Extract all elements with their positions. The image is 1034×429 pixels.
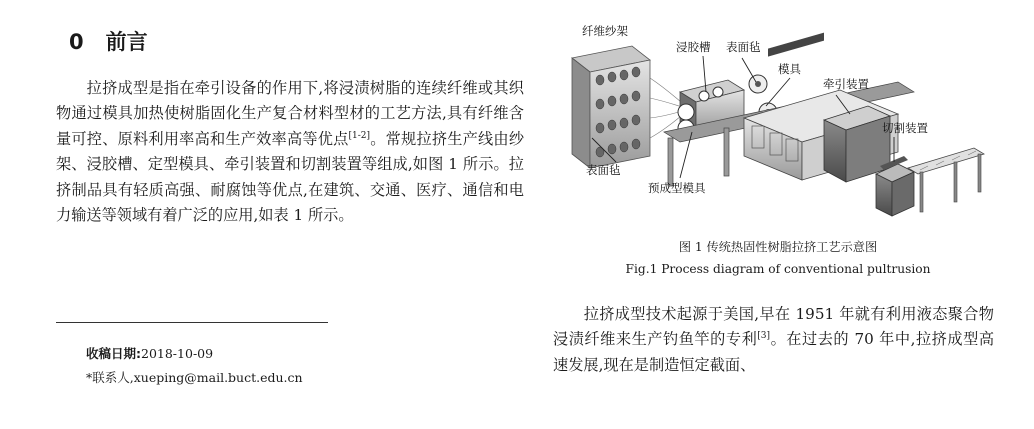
history-text-2: 。在过去的 70 年中,拉挤成型高速发展,现在是制造恒定截面、 — [553, 330, 995, 374]
creel-rack — [572, 46, 650, 168]
figure-caption-en: Fig.1 Process diagram of conventional pultrusion — [625, 262, 931, 276]
intro-text-1: 拉挤成型是指在牵引设备的作用下,将浸渍树脂的连续纤维或其织物通过模具加热使树脂固化生产复合材料型材的工艺方法,具有纤维含量可控、原料利用率高和生产效率高等优点 — [56, 79, 524, 148]
label-preform-die: 预成型模具 — [648, 181, 706, 195]
label-cutter: 切割装置 — [882, 121, 928, 135]
footnote-divider — [56, 322, 328, 323]
left-column — [56, 26, 524, 228]
history-text-1: 拉挤成型技术起源于美国,早在 1951 年就有利用液态聚合物浸渍纤维来生产钓鱼竿的专利 — [553, 305, 994, 349]
figure-caption-zh: 图 1 传统热固性树脂拉挤工艺示意图 — [678, 240, 878, 254]
label-fiber-creel: 纤维纱架 — [582, 24, 628, 38]
citation-1-2[interactable]: [1-2] — [348, 130, 371, 141]
label-resin-bath: 浸胶槽 — [676, 40, 711, 54]
label-puller: 牵引装置 — [823, 77, 869, 91]
label-surface-mat-bottom: 表面毡 — [586, 163, 621, 177]
contact-line: *联系人,xueping@mail.buct.edu.cn — [86, 370, 303, 385]
received-line — [86, 342, 303, 366]
section-title: 前言 — [105, 30, 148, 54]
section-heading — [69, 26, 524, 56]
received-label: 收稿日期: — [86, 346, 141, 361]
pultrusion-figure — [568, 20, 988, 232]
right-column — [553, 302, 994, 378]
label-die: 模具 — [778, 62, 801, 76]
section-number: 0 — [69, 30, 84, 54]
label-surface-mat-top: 表面毡 — [726, 40, 761, 54]
intro-text-2: 。常规拉挤生产线由纱架、浸胶槽、定型模具、牵引装置和切割装置等组成,如图 1 所示。拉挤制品具有轻质高强、耐腐蚀等优点,在建筑、交通、医疗、通信和电力输送等领域有着广泛的应用,如表 1 所示。 — [56, 129, 525, 225]
history-paragraph — [553, 302, 994, 378]
received-date: 2018-10-09 — [141, 346, 214, 361]
puller-unit — [824, 106, 890, 182]
citation-3[interactable]: [3] — [757, 331, 771, 342]
intro-paragraph — [56, 76, 524, 228]
footnotes — [86, 342, 303, 390]
runout-table — [908, 148, 984, 212]
